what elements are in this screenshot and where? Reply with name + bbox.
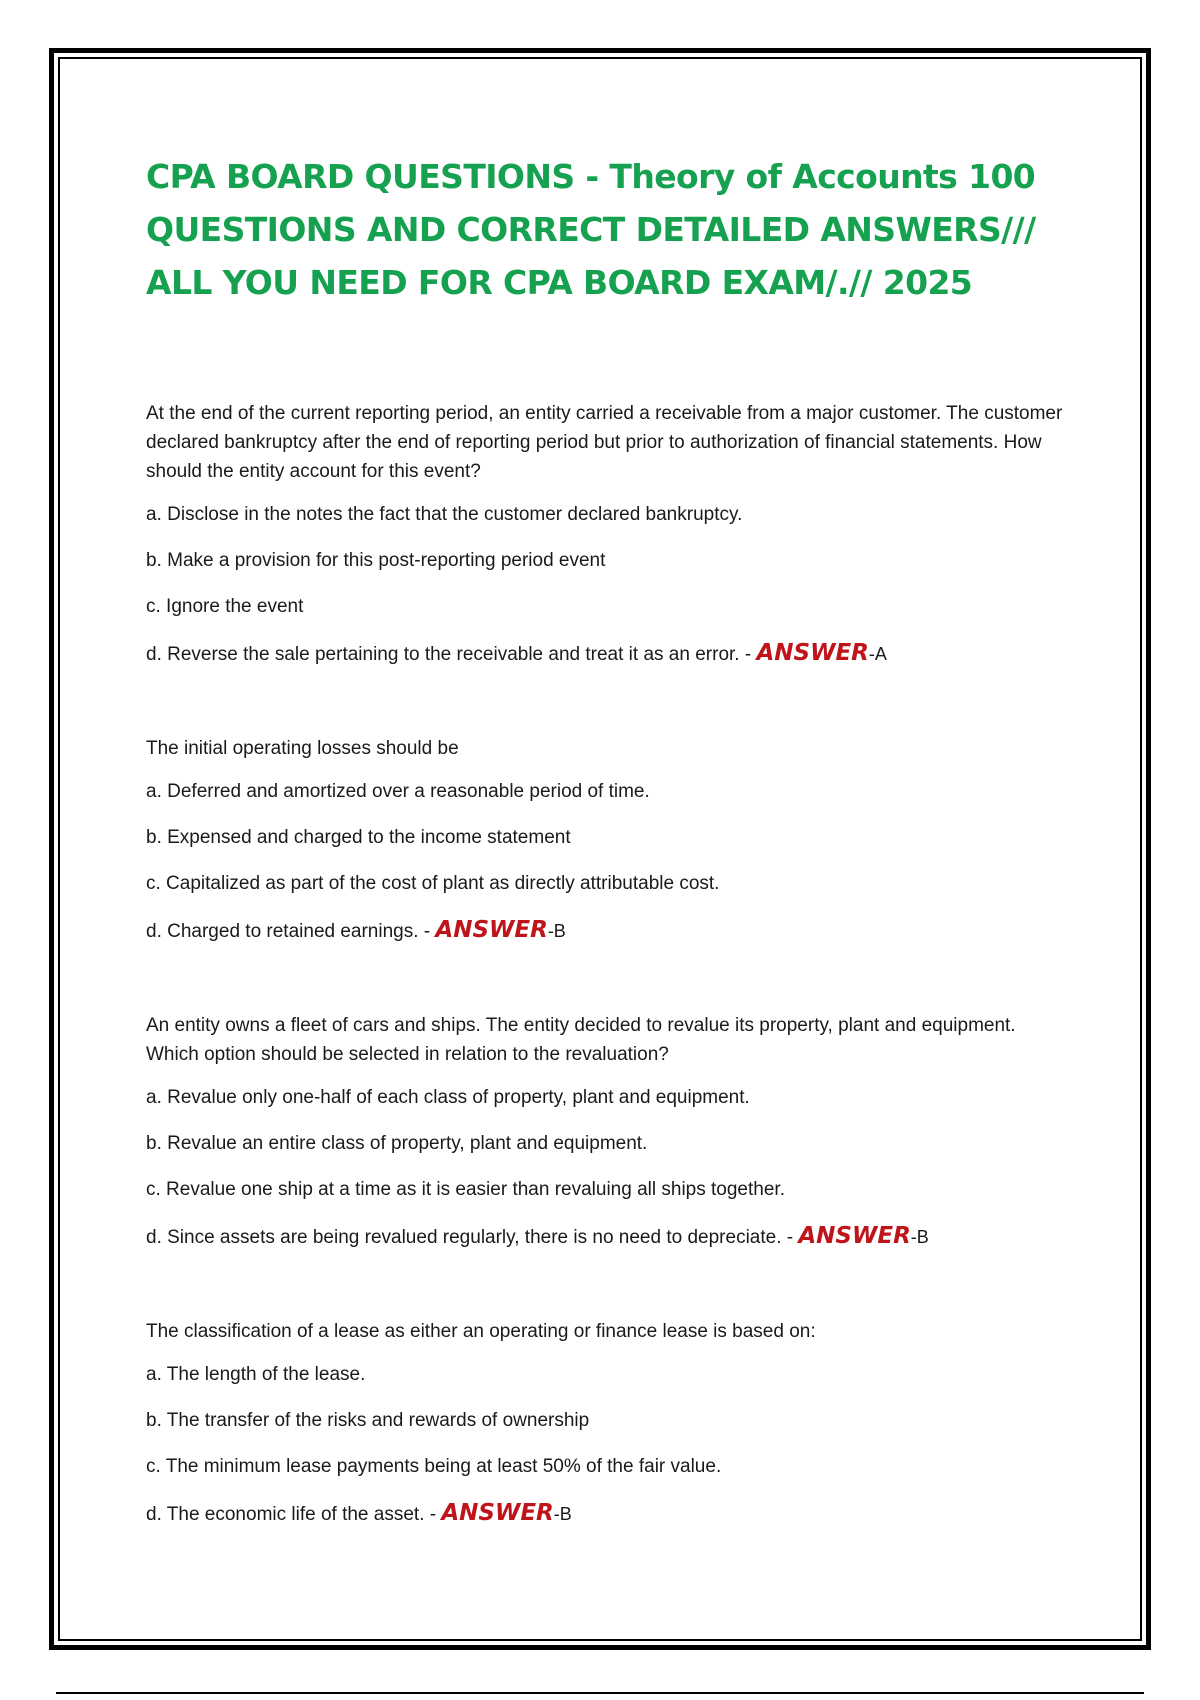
option-a: a. Revalue only one-half of each class of property, plant and equipment. — [146, 1087, 750, 1108]
bottom-rule — [56, 1692, 1144, 1694]
option-d: d. Reverse the sale pertaining to the receivable and treat it as an error. — [146, 644, 740, 665]
option-d-with-answer — [146, 1500, 1066, 1528]
option-d-with-answer — [146, 917, 1066, 945]
option-d: d. Charged to retained earnings. — [146, 921, 419, 942]
question-block — [146, 1317, 1066, 1528]
option-b: b. Revalue an entire class of property, plant and equipment. — [146, 1133, 648, 1154]
option-c: c. Capitalized as part of the cost of plant as directly attributable cost. — [146, 873, 720, 894]
option-c: c. Ignore the event — [146, 596, 304, 617]
question-text: An entity owns a fleet of cars and ships. The entity decided to revalue its property, plant and equipment. Which option should be selected in relation to the revaluation? — [146, 1015, 1016, 1065]
question-block — [146, 1011, 1066, 1251]
option-b: b. Expensed and charged to the income statement — [146, 827, 571, 848]
option-b: b. The transfer of the risks and rewards of ownership — [146, 1410, 590, 1431]
answer-separator: - — [424, 1504, 442, 1525]
document-content — [146, 150, 1066, 1528]
answer-separator: - — [418, 921, 436, 942]
option-d-with-answer — [146, 640, 1066, 668]
answer-label: ANSWER — [756, 640, 869, 666]
question-text: The classification of a lease as either an operating or finance lease is based on: — [146, 1321, 816, 1342]
answer-label: ANSWER — [441, 1500, 554, 1526]
question-block — [146, 734, 1066, 945]
answer-value: -B — [553, 1504, 572, 1524]
option-d: d. The economic life of the asset. — [146, 1504, 425, 1525]
answer-value: -A — [868, 644, 887, 664]
option-a: a. Deferred and amortized over a reasonable period of time. — [146, 781, 650, 802]
document-title: CPA BOARD QUESTIONS - Theory of Accounts 100 QUESTIONS AND CORRECT DETAILED ANSWERS/// ALL YOU NEED FOR CPA BOARD EXAM/.// 2025 — [146, 157, 1036, 302]
answer-separator: - — [739, 644, 757, 665]
option-d: d. Since assets are being revalued regularly, there is no need to depreciate. — [146, 1227, 782, 1248]
answer-separator: - — [781, 1227, 799, 1248]
option-d-with-answer — [146, 1223, 1066, 1251]
question-block — [146, 399, 1066, 668]
question-text: At the end of the current reporting period, an entity carried a receivable from a major customer. The customer declared bankruptcy after the end of reporting period but prior to authorization of financial statements. How should the entity account for this event? — [146, 403, 1063, 482]
option-a: a. The length of the lease. — [146, 1364, 366, 1385]
answer-value: -B — [547, 921, 566, 941]
question-text: The initial operating losses should be — [146, 738, 459, 759]
answer-label: ANSWER — [798, 1223, 911, 1249]
option-a: a. Disclose in the notes the fact that the customer declared bankruptcy. — [146, 504, 743, 525]
option-c: c. The minimum lease payments being at least 50% of the fair value. — [146, 1456, 722, 1477]
answer-label: ANSWER — [435, 917, 548, 943]
option-b: b. Make a provision for this post-reporting period event — [146, 550, 606, 571]
answer-value: -B — [910, 1227, 929, 1247]
option-c: c. Revalue one ship at a time as it is easier than revaluing all ships together. — [146, 1179, 785, 1200]
